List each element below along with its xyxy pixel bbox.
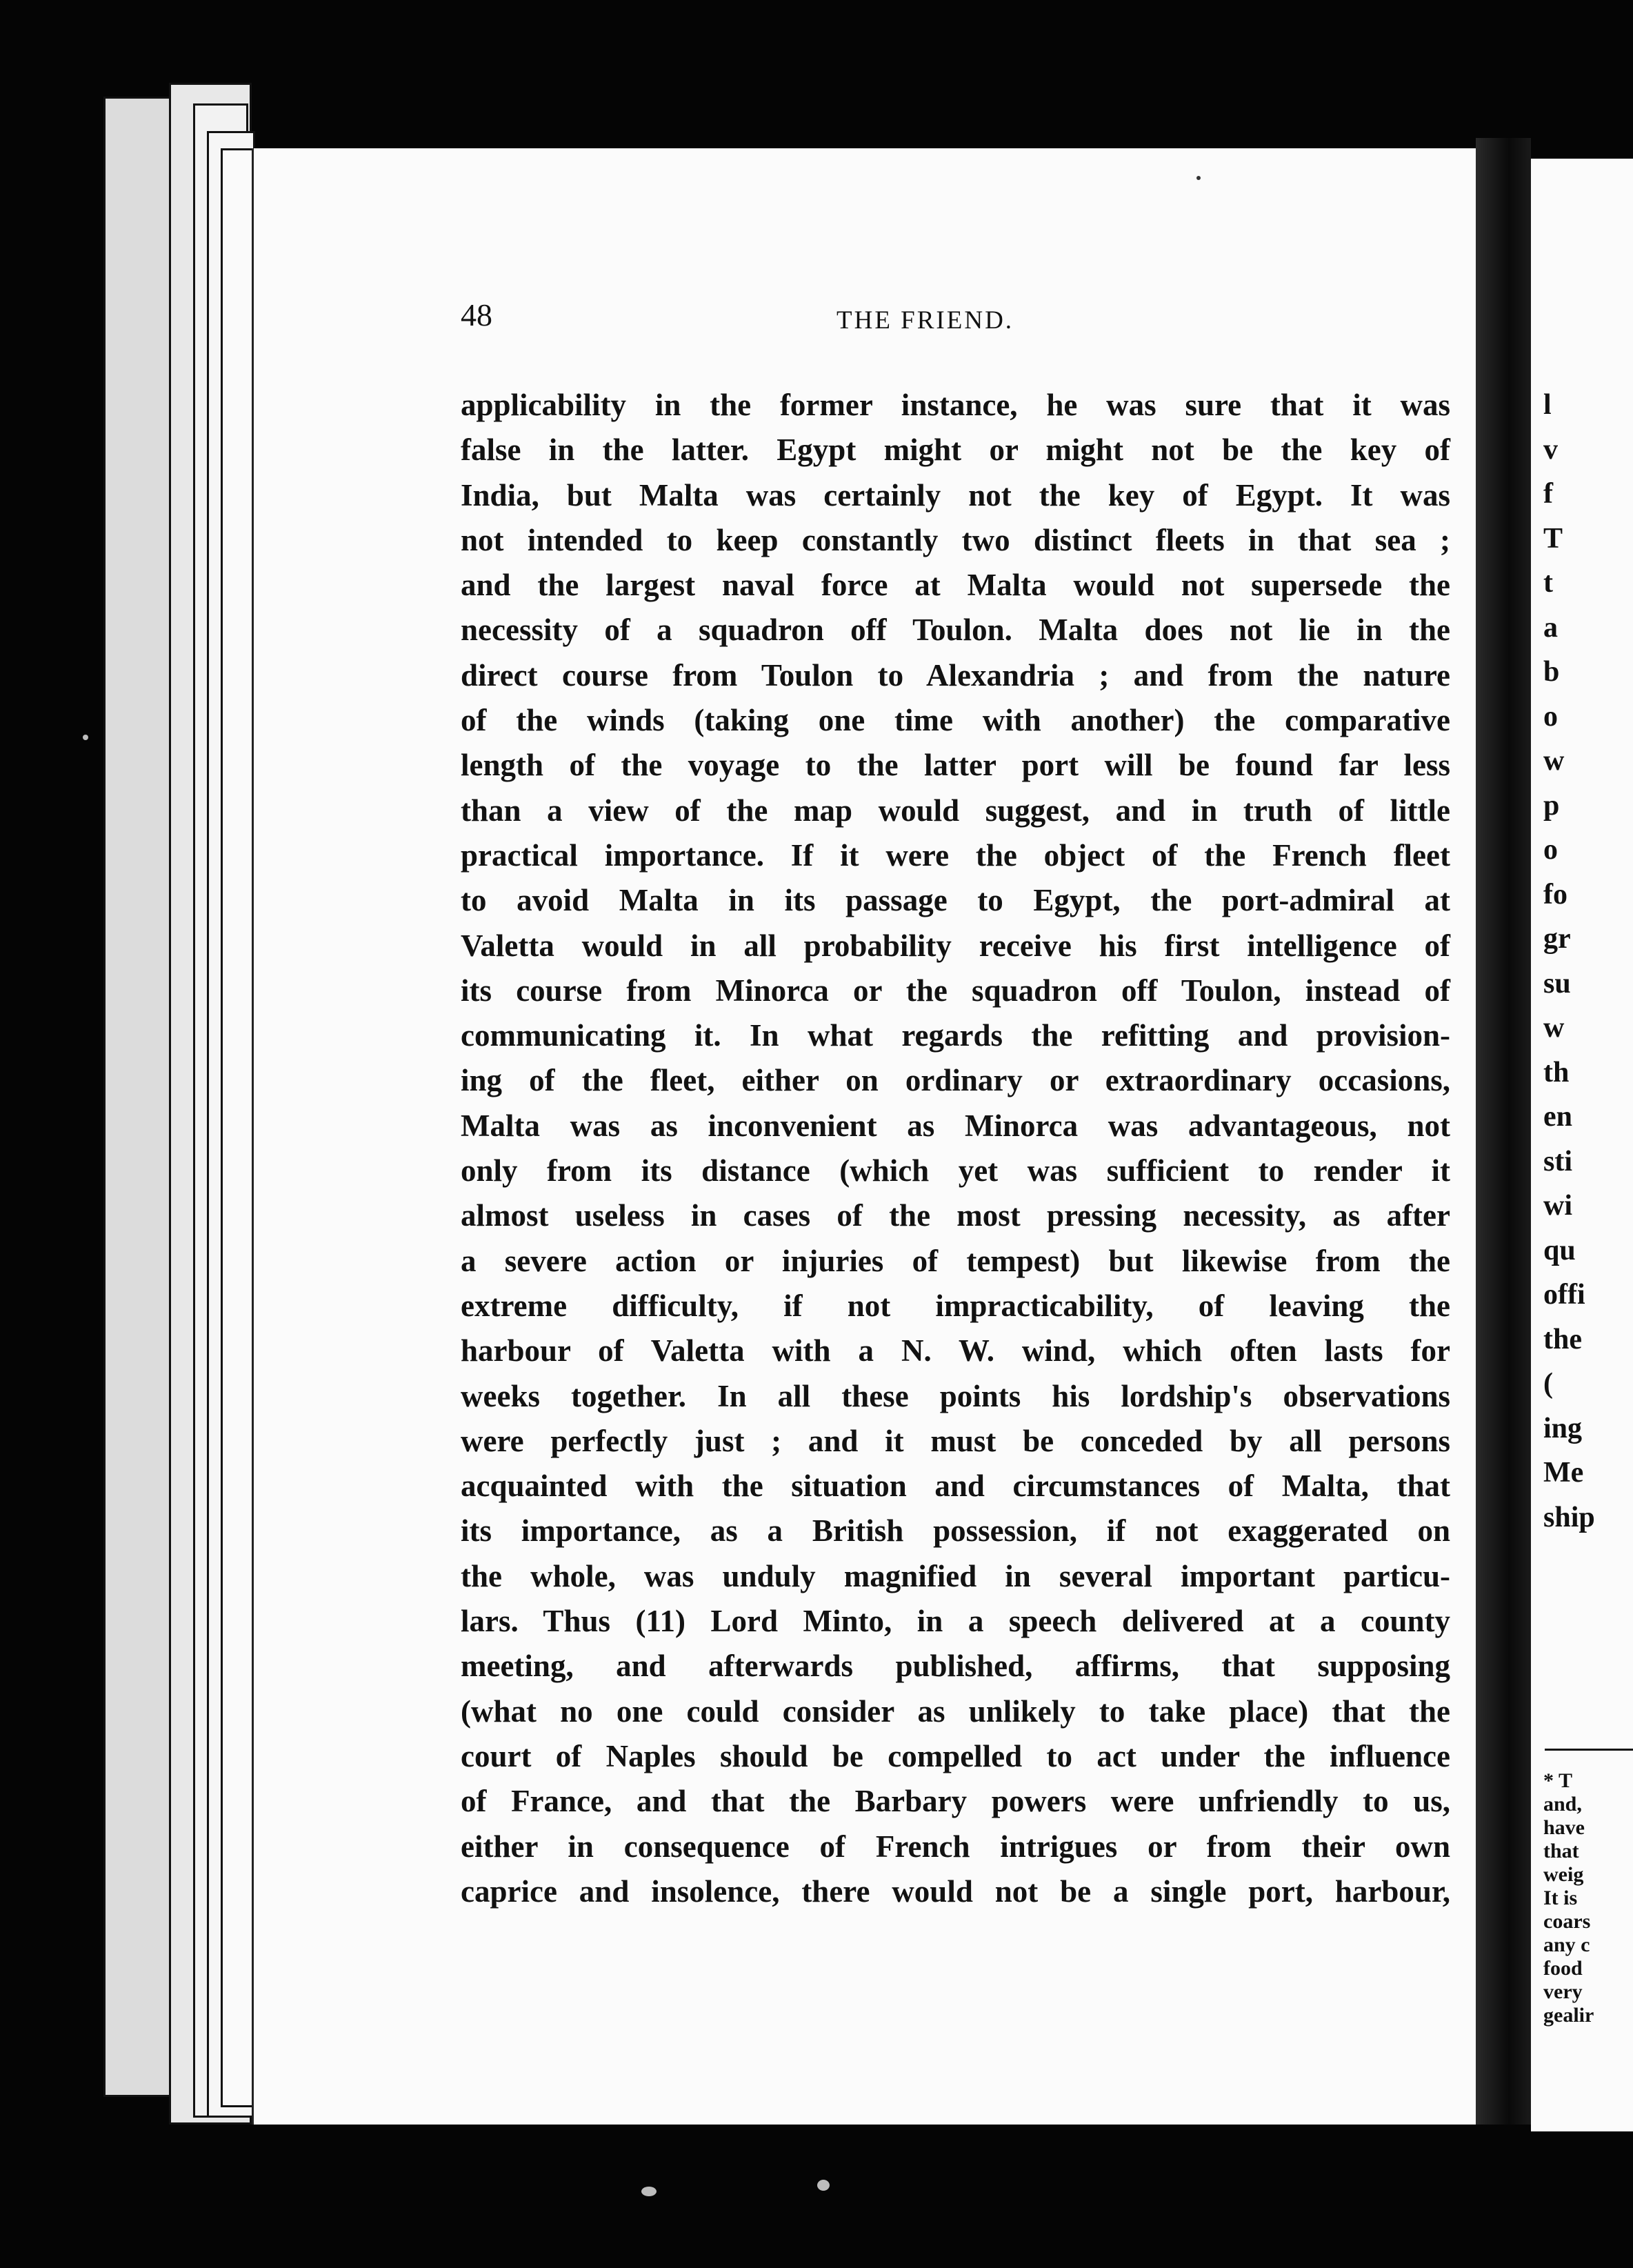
dust-speck (641, 2187, 657, 2196)
text-line: weeks together. In all these points his lordship's observations (461, 1378, 1450, 1413)
right-page-footnote-fragment: coars (1543, 1910, 1591, 1933)
left-page (252, 148, 1527, 2125)
right-page-line-fragment: b (1543, 656, 1560, 688)
right-page-line-fragment: gr (1543, 923, 1571, 955)
text-line: direct course from Toulon to Alexandria ; and from the nature (461, 657, 1450, 693)
right-page-footnote-fragment: * T (1543, 1769, 1572, 1792)
right-page-line-fragment: ing (1543, 1412, 1583, 1444)
right-page-footnote-fragment: very (1543, 1980, 1583, 2003)
text-line: court of Naples should be compelled to act under the influence (461, 1738, 1450, 1773)
text-line: length of the voyage to the latter port will be found far less (461, 748, 1450, 783)
text-line: and the largest naval force at Malta would not supersede the (461, 568, 1450, 603)
right-page-line-fragment: qu (1543, 1234, 1576, 1266)
right-page-footnote-fragment: weig (1543, 1863, 1584, 1886)
right-page-line-fragment: th (1543, 1056, 1570, 1088)
right-page-line-fragment: f (1543, 478, 1553, 510)
right-page-line-fragment: v (1543, 433, 1558, 466)
right-page-line-fragment: Me (1543, 1457, 1584, 1489)
footnote-rule (1545, 1749, 1633, 1751)
right-page-line-fragment: l (1543, 389, 1552, 421)
text-line: ing of the fleet, either on ordinary or extraordinary occasions, (461, 1063, 1450, 1098)
text-line: of the winds (taking one time with another) the comparative (461, 703, 1450, 738)
right-page-footnote-fragment: that (1543, 1840, 1579, 1862)
text-line: false in the latter. Egypt might or might not be the key of (461, 432, 1450, 468)
text-line: either in consequence of French intrigues or from their own (461, 1829, 1450, 1864)
dust-speck (1196, 176, 1201, 180)
right-page-line-fragment: fo (1543, 878, 1567, 911)
right-page-line-fragment: w (1543, 1012, 1565, 1044)
right-page-line-fragment: the (1543, 1323, 1582, 1355)
right-page-line-fragment: o (1543, 834, 1558, 866)
right-page-line-fragment: a (1543, 611, 1558, 644)
text-line: caprice and insolence, there would not be a single port, harbour, (461, 1873, 1450, 1909)
text-line: extreme difficulty, if not impracticability, of leaving the (461, 1288, 1450, 1323)
right-page-line-fragment: wi (1543, 1190, 1572, 1222)
text-line: applicability in the former instance, he was sure that it was (461, 388, 1450, 422)
right-page-footnote-fragments (1531, 1769, 1594, 2027)
running-head: THE FRIEND. (836, 306, 1014, 335)
text-line: only from its distance (which yet was sufficient to render it (461, 1153, 1450, 1188)
text-line: lars. Thus (11) Lord Minto, in a speech delivered at a county (461, 1604, 1450, 1639)
right-page-line-fragment: t (1543, 567, 1553, 599)
text-line: not intended to keep constantly two distinct fleets in that sea ; (461, 522, 1450, 557)
right-page-line-fragment: en (1543, 1101, 1572, 1133)
text-line: its importance, as a British possession, if not exaggerated on (461, 1513, 1450, 1549)
right-page-line-fragment: p (1543, 789, 1560, 822)
text-line: to avoid Malta in its passage to Egypt, the port-admiral at (461, 883, 1450, 918)
right-page-line-fragment: o (1543, 700, 1558, 733)
text-line: Malta was as inconvenient as Minorca was advantageous, not (461, 1108, 1450, 1143)
text-line: almost useless in cases of the most pressing necessity, as after (461, 1198, 1450, 1233)
right-page-line-fragment: ship (1543, 1501, 1595, 1533)
dust-speck (817, 2180, 830, 2191)
text-line: (what no one could consider as unlikely to take place) that the (461, 1693, 1450, 1729)
right-page-line-fragment: T (1543, 522, 1563, 555)
text-line: than a view of the map would suggest, and in truth of little (461, 793, 1450, 828)
text-line: practical importance. If it were the object of the French fleet (461, 837, 1450, 873)
text-line: were perfectly just ; and it must be conceded by all persons (461, 1423, 1450, 1458)
right-page-line-fragment: offi (1543, 1279, 1585, 1311)
right-page-line-fragments (1531, 383, 1595, 1540)
right-page-line-fragment: ( (1543, 1368, 1553, 1400)
book-gutter (1476, 138, 1531, 2125)
right-page-footnote-fragment: gealir (1543, 2004, 1594, 2027)
text-line: acquainted with the situation and circumstances of Malta, that (461, 1469, 1450, 1504)
text-line: meeting, and afterwards published, affirms, that supposing (461, 1649, 1450, 1684)
right-page-footnote-fragment: have (1543, 1816, 1585, 1839)
text-line: its course from Minorca or the squadron off Toulon, instead of (461, 973, 1450, 1008)
text-line: the whole, was unduly magnified in several important particu- (461, 1558, 1450, 1593)
right-page-footnote-fragment: any c (1543, 1933, 1590, 1956)
text-line: harbour of Valetta with a N. W. wind, which often lasts for (461, 1333, 1450, 1369)
dust-speck (83, 735, 88, 740)
right-page-footnote-fragment: food (1543, 1957, 1583, 1980)
text-line: India, but Malta was certainly not the key of Egypt. It was (461, 477, 1450, 513)
text-line: necessity of a squadron off Toulon. Malta does not lie in the (461, 613, 1450, 648)
text-line: Valetta would in all probability receive his first intelligence of (461, 928, 1450, 963)
right-page-footnote-fragment: It is (1543, 1887, 1578, 1909)
right-page-footnote-fragment: and, (1543, 1793, 1582, 1816)
right-page-line-fragment: w (1543, 745, 1565, 777)
text-line: of France, and that the Barbary powers were unfriendly to us, (461, 1784, 1450, 1819)
text-line: a severe action or injuries of tempest) but likewise from the (461, 1243, 1450, 1278)
page-number: 48 (461, 297, 492, 332)
body-text (461, 383, 1450, 1914)
right-page-fragment (1531, 159, 1633, 2131)
right-page-line-fragment: sti (1543, 1145, 1572, 1177)
text-line: communicating it. In what regards the refitting and provision- (461, 1018, 1450, 1053)
right-page-line-fragment: su (1543, 967, 1571, 999)
